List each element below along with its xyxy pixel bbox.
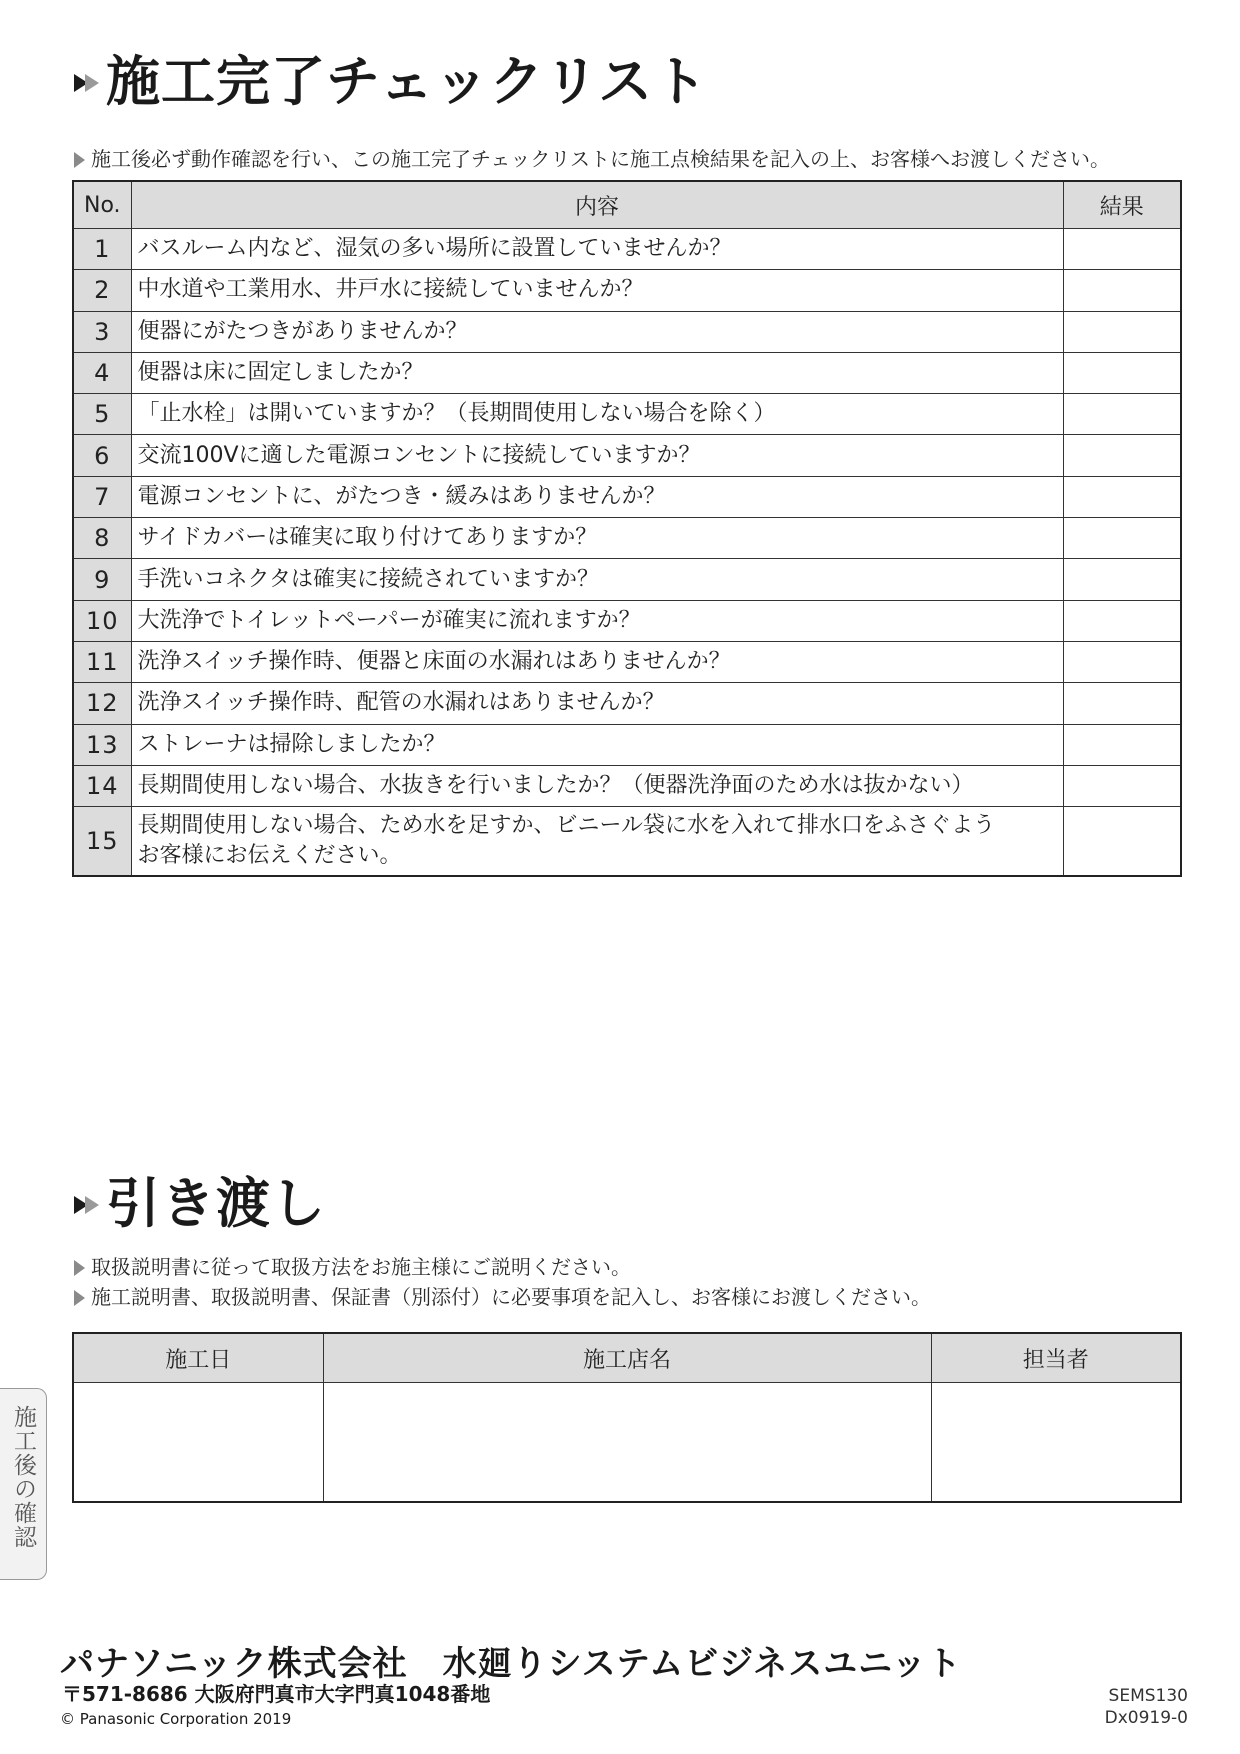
checklist-row: [73, 435, 1181, 476]
handover-input-row: [73, 1383, 1181, 1503]
header-content: 内容: [131, 181, 1063, 229]
side-index-tab-label: 施工後の確認: [10, 1405, 36, 1549]
copyright: © Panasonic Corporation 2019: [60, 1710, 292, 1728]
checklist-title: 施工完了チェックリスト: [106, 50, 709, 113]
row-number: 4: [73, 352, 131, 393]
bullet-triangle-icon: [74, 1290, 85, 1306]
checklist-row: [73, 765, 1181, 806]
handover-header-row: [73, 1333, 1181, 1383]
row-content: 洗浄スイッチ操作時、配管の水漏れはありませんか？: [131, 683, 1063, 724]
row-content: [131, 807, 1063, 876]
row-content: 長期間使用しない場合、水抜きを行いましたか？（便器洗浄面のため水は抜かない）: [131, 765, 1063, 806]
row-content: 電源コンセントに、がたつき・緩みはありませんか？: [131, 476, 1063, 517]
checklist-row: [73, 724, 1181, 765]
checklist-row: [73, 476, 1181, 517]
row-number: 14: [73, 765, 131, 806]
construction-date-field[interactable]: [73, 1383, 323, 1503]
checklist-row: [73, 559, 1181, 600]
row-number: 1: [73, 229, 131, 270]
row-content: 大洗浄でトイレットペーパーが確実に流れますか？: [131, 600, 1063, 641]
row-content: 「止水栓」は開いていますか？（長期間使用しない場合を除く）: [131, 394, 1063, 435]
handover-instruction-1: [74, 1254, 631, 1280]
row-number: 3: [73, 311, 131, 352]
row-result-cell[interactable]: [1063, 229, 1181, 270]
row-content: 便器にがたつきがありませんか？: [131, 311, 1063, 352]
handover-title: 引き渡し: [106, 1172, 326, 1235]
row-result-cell[interactable]: [1063, 352, 1181, 393]
checklist-row: [73, 683, 1181, 724]
row-content: 交流100Vに適した電源コンセントに接続していますか？: [131, 435, 1063, 476]
row-number: 2: [73, 270, 131, 311]
handover-table: [72, 1332, 1182, 1503]
header-construction-date: 施工日: [73, 1333, 323, 1383]
row-result-cell[interactable]: [1063, 600, 1181, 641]
row-result-cell[interactable]: [1063, 518, 1181, 559]
row-content-line-2: お客様にお伝えください。: [137, 842, 402, 868]
row-result-cell[interactable]: [1063, 641, 1181, 682]
document-code-1: SEMS130: [1108, 1686, 1188, 1706]
row-result-cell[interactable]: [1063, 311, 1181, 352]
row-content: ストレーナは掃除しましたか？: [131, 724, 1063, 765]
document-code-2: Dx0919-0: [1104, 1708, 1188, 1728]
section-arrow-icon: [74, 1196, 100, 1214]
row-result-cell[interactable]: [1063, 683, 1181, 724]
row-number: 8: [73, 518, 131, 559]
store-name-field[interactable]: [323, 1383, 931, 1503]
row-content: バスルーム内など、湿気の多い場所に設置していませんか？: [131, 229, 1063, 270]
row-content: 中水道や工業用水、井戸水に接続していませんか？: [131, 270, 1063, 311]
header-store-name: 施工店名: [323, 1333, 931, 1383]
row-number: 6: [73, 435, 131, 476]
row-content-line-1: 長期間使用しない場合、ため水を足すか、ビニール袋に水を入れて排水口をふさぐよう: [137, 812, 996, 838]
row-result-cell[interactable]: [1063, 807, 1181, 876]
handover-instruction-text: 施工説明書、取扱説明書、保証書（別添付）に必要事項を記入し、お客様にお渡しください。: [91, 1285, 931, 1309]
row-result-cell[interactable]: [1063, 559, 1181, 600]
checklist-row: [73, 600, 1181, 641]
row-number: 7: [73, 476, 131, 517]
row-content: サイドカバーは確実に取り付けてありますか？: [131, 518, 1063, 559]
checklist-row: [73, 641, 1181, 682]
checklist-instruction-text: 施工後必ず動作確認を行い、この施工完了チェックリストに施工点検結果を記入の上、お客様へお渡しください。: [91, 147, 1110, 171]
row-result-cell[interactable]: [1063, 724, 1181, 765]
handover-instruction-text: 取扱説明書に従って取扱方法をお施主様にご説明ください。: [91, 1255, 631, 1279]
row-number: 5: [73, 394, 131, 435]
row-number: 15: [73, 807, 131, 876]
checklist-row: [73, 311, 1181, 352]
checklist-row: [73, 229, 1181, 270]
row-result-cell[interactable]: [1063, 270, 1181, 311]
checklist-row: [73, 807, 1181, 876]
checklist-instruction: [74, 146, 1110, 172]
row-number: 13: [73, 724, 131, 765]
checklist-row: [73, 518, 1181, 559]
row-content: 手洗いコネクタは確実に接続されていますか？: [131, 559, 1063, 600]
bullet-triangle-icon: [74, 152, 85, 168]
handover-instruction-2: [74, 1284, 931, 1310]
checklist-header-row: [73, 181, 1181, 229]
person-in-charge-field[interactable]: [931, 1383, 1181, 1503]
header-no: No.: [73, 181, 131, 229]
row-result-cell[interactable]: [1063, 765, 1181, 806]
checklist-row: [73, 394, 1181, 435]
company-address: 〒571-8686 大阪府門真市大字門真1048番地: [62, 1682, 491, 1706]
checklist-row: [73, 352, 1181, 393]
section-arrow-icon: [74, 74, 100, 92]
header-result: 結果: [1063, 181, 1181, 229]
row-number: 12: [73, 683, 131, 724]
company-name: パナソニック株式会社 水廻りシステムビジネスユニット: [60, 1644, 962, 1684]
row-result-cell[interactable]: [1063, 394, 1181, 435]
checklist-row: [73, 270, 1181, 311]
row-result-cell[interactable]: [1063, 476, 1181, 517]
side-index-tab: [0, 1388, 47, 1580]
row-number: 9: [73, 559, 131, 600]
row-number: 10: [73, 600, 131, 641]
row-content: 洗浄スイッチ操作時、便器と床面の水漏れはありませんか？: [131, 641, 1063, 682]
row-result-cell[interactable]: [1063, 435, 1181, 476]
row-number: 11: [73, 641, 131, 682]
row-content: 便器は床に固定しましたか？: [131, 352, 1063, 393]
header-person-in-charge: 担当者: [931, 1333, 1181, 1383]
bullet-triangle-icon: [74, 1260, 85, 1276]
checklist-table: [72, 180, 1182, 877]
